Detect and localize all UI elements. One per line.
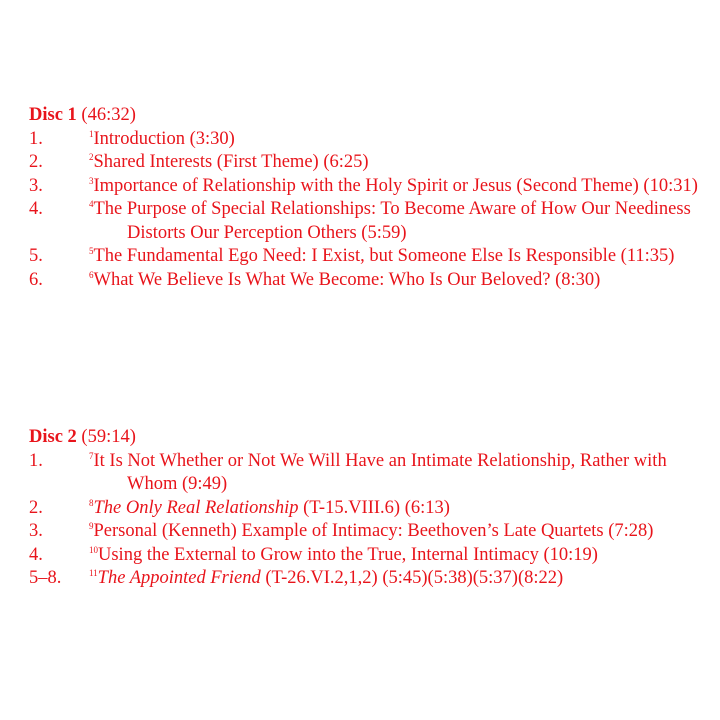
track-text — [89, 128, 709, 152]
track-title: It Is Not Whether or Not We Will Have an Intimate Relationship, Rather with Whom (9:49) — [93, 450, 667, 494]
disc-2-section — [29, 426, 709, 591]
track-number: 2. — [29, 152, 43, 172]
track-footnote-marker: 7 — [89, 450, 94, 461]
track-row — [29, 497, 709, 521]
track-title: (T-26.VI.2,1,2) (5:45)(5:38)(5:37)(8:22) — [260, 568, 564, 588]
track-italic-title: The Only Real Relationship — [93, 497, 299, 518]
track-footnote-marker: 5 — [89, 246, 94, 256]
track-number: 6. — [29, 269, 43, 290]
track-number: 5–8. — [29, 568, 62, 588]
track-footnote-marker: 1 — [89, 128, 94, 139]
track-footnote-marker: 6 — [89, 269, 94, 280]
track-footnote-marker: 9 — [89, 521, 94, 531]
track-footnote-marker: 4 — [89, 199, 94, 209]
track-footnote-marker: 10 — [89, 544, 98, 555]
track-text — [89, 151, 709, 175]
track-row — [29, 245, 709, 269]
track-text — [89, 450, 709, 497]
track-italic-title: The Appointed Friend — [97, 568, 261, 588]
track-title: The Purpose of Special Relationships: To Become Aware of How Our Neediness Distorts Our Perception Others (5:59) — [93, 199, 691, 243]
disc-heading — [29, 104, 709, 128]
track-row — [29, 175, 709, 199]
track-text — [89, 544, 709, 568]
track-row — [29, 567, 709, 591]
track-text — [89, 520, 709, 544]
disc-1-section — [29, 104, 709, 292]
disc-label: Disc 1 — [29, 105, 77, 125]
track-number: 1. — [29, 128, 43, 149]
track-row — [29, 151, 709, 175]
track-number: 2. — [29, 497, 43, 518]
track-text — [89, 198, 709, 245]
track-title: What We Believe Is What We Become: Who Is Our Beloved? (8:30) — [93, 269, 601, 290]
disc-label: Disc 2 — [29, 427, 77, 447]
track-row — [29, 269, 709, 293]
track-row — [29, 128, 709, 152]
track-row — [29, 544, 709, 568]
track-title: The Fundamental Ego Need: I Exist, but Someone Else Is Responsible (11:35) — [93, 246, 675, 266]
track-text — [89, 497, 709, 521]
track-footnote-marker: 11 — [89, 568, 98, 578]
track-number: 4. — [29, 199, 43, 219]
track-row — [29, 520, 709, 544]
track-row — [29, 450, 709, 497]
track-number: 1. — [29, 450, 43, 471]
track-number: 3. — [29, 521, 43, 541]
track-footnote-marker: 3 — [89, 175, 94, 186]
track-text — [89, 245, 709, 269]
track-title: Importance of Relationship with the Holy Spirit or Jesus (Second Theme) (10:31) — [93, 175, 698, 196]
disc-duration: (46:32) — [81, 105, 136, 125]
track-title: Introduction (3:30) — [93, 128, 235, 149]
track-row — [29, 198, 709, 245]
track-text — [89, 269, 709, 293]
track-text — [89, 175, 709, 199]
disc-duration: (59:14) — [81, 427, 136, 447]
track-number: 5. — [29, 246, 43, 266]
track-number: 3. — [29, 175, 43, 196]
track-title: Personal (Kenneth) Example of Intimacy: Beethoven’s Late Quartets (7:28) — [93, 521, 654, 541]
track-footnote-marker: 2 — [89, 152, 94, 162]
track-title: (T-15.VIII.6) (6:13) — [298, 497, 450, 518]
track-text — [89, 567, 709, 591]
disc-heading — [29, 426, 709, 450]
track-number: 4. — [29, 544, 43, 565]
track-footnote-marker: 8 — [89, 497, 94, 508]
track-title: Using the External to Grow into the True, Internal Intimacy (10:19) — [98, 544, 598, 565]
track-title: Shared Interests (First Theme) (6:25) — [93, 152, 369, 172]
